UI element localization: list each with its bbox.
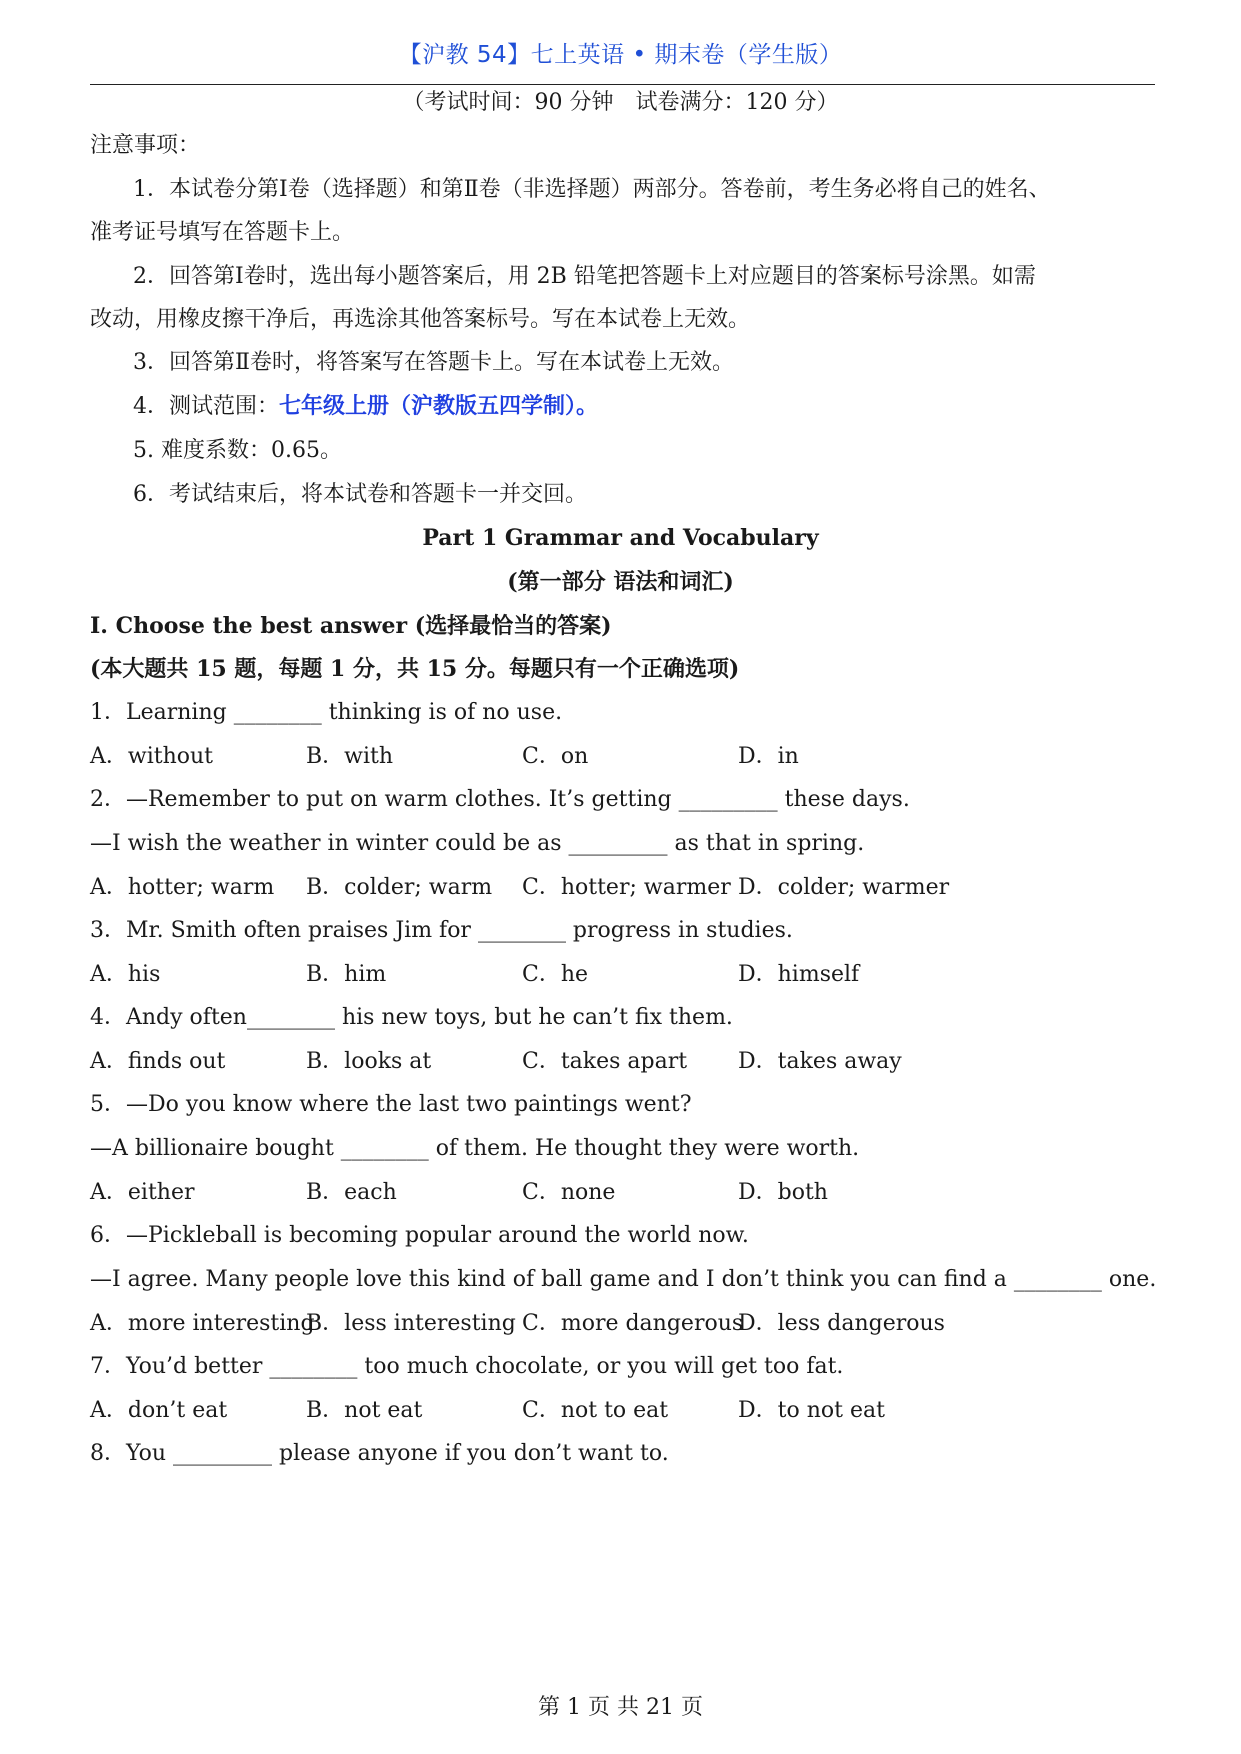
option-b: B．less interesting bbox=[306, 1311, 516, 1336]
option-a: A．hotter; warm bbox=[90, 875, 275, 900]
option-d: D．to not eat bbox=[738, 1398, 885, 1423]
option-a: A．don’t eat bbox=[90, 1398, 228, 1423]
option-a: A．his bbox=[90, 962, 161, 987]
option-b: B．colder; warm bbox=[306, 875, 493, 900]
note-4 bbox=[133, 392, 598, 422]
part-title: Part 1 Grammar and Vocabulary bbox=[422, 525, 819, 551]
option-c: C．on bbox=[522, 744, 589, 769]
option-b: B．with bbox=[306, 744, 394, 769]
header-divider bbox=[90, 84, 1155, 85]
note-1-line-1: 1．本试卷分第Ⅰ卷（选择题）和第Ⅱ卷（非选择题）两部分。答卷前，考生务必将自己的姓名、 bbox=[133, 177, 1051, 202]
option-a: A．either bbox=[90, 1180, 195, 1205]
document-header-title: 【沪教 54】七上英语 • 期末卷（学生版） bbox=[398, 42, 843, 68]
notes-heading: 注意事项： bbox=[90, 133, 201, 158]
option-d: D．less dangerous bbox=[738, 1311, 945, 1336]
question-2-stem: 2．—Remember to put on warm clothes. It’s getting _________ these days. bbox=[90, 787, 910, 812]
option-a: A．finds out bbox=[90, 1049, 226, 1074]
question-2-stem-line-2: —I wish the weather in winter could be as _________ as that in spring. bbox=[90, 831, 865, 856]
note-4-prefix: 4．测试范围： bbox=[133, 394, 279, 419]
option-d: D．takes away bbox=[738, 1049, 902, 1074]
option-c: C．more dangerous bbox=[522, 1311, 744, 1336]
question-7-stem: 7．You’d better ________ too much chocolate, or you will get too fat. bbox=[90, 1354, 844, 1379]
option-c: C．hotter; warmer bbox=[522, 875, 731, 900]
option-c: C．he bbox=[522, 962, 589, 987]
option-d: D．colder; warmer bbox=[738, 875, 950, 900]
page-number-footer: 第 1 页 共 21 页 bbox=[538, 1695, 703, 1720]
question-1-stem: 1．Learning ________ thinking is of no use. bbox=[90, 700, 563, 725]
note-3: 3．回答第Ⅱ卷时，将答案写在答题卡上。写在本试卷上无效。 bbox=[133, 350, 734, 375]
question-6-stem: 6．—Pickleball is becoming popular around the world now. bbox=[90, 1223, 749, 1248]
note-5: 5. 难度系数：0.65。 bbox=[133, 438, 342, 463]
option-b: B．each bbox=[306, 1180, 397, 1205]
note-2-line-1: 2．回答第Ⅰ卷时，选出每小题答案后，用 2B 铅笔把答题卡上对应题目的答案标号涂黑。如需 bbox=[133, 264, 1036, 289]
note-2-line-2: 改动，用橡皮擦干净后，再选涂其他答案标号。写在本试卷上无效。 bbox=[90, 307, 751, 332]
option-d: D．himself bbox=[738, 962, 860, 987]
test-scope-highlight: 七年级上册（沪教版五四学制）。 bbox=[279, 394, 599, 419]
option-b: B．not eat bbox=[306, 1398, 423, 1423]
option-c: C．none bbox=[522, 1180, 616, 1205]
option-c: C．takes apart bbox=[522, 1049, 688, 1074]
part-subtitle: (第一部分 语法和词汇) bbox=[507, 569, 734, 595]
question-3-stem: 3．Mr. Smith often praises Jim for ________ progress in studies. bbox=[90, 918, 793, 943]
note-6: 6．考试结束后，将本试卷和答题卡一并交回。 bbox=[133, 482, 587, 507]
option-a: A．more interesting bbox=[90, 1311, 315, 1336]
option-a: A．without bbox=[90, 744, 214, 769]
question-5-stem: 5．—Do you know where the last two paintings went? bbox=[90, 1092, 692, 1117]
option-b: B．looks at bbox=[306, 1049, 432, 1074]
option-b: B．him bbox=[306, 962, 387, 987]
question-6-stem-line-2: —I agree. Many people love this kind of ball game and I don’t think you can find a ________ one. bbox=[90, 1267, 1157, 1292]
option-c: C．not to eat bbox=[522, 1398, 669, 1423]
section-instructions: (本大题共 15 题，每题 1 分，共 15 分。每题只有一个正确选项) bbox=[90, 656, 740, 682]
option-d: D．in bbox=[738, 744, 799, 769]
note-1-line-2: 准考证号填写在答题卡上。 bbox=[90, 220, 355, 245]
section-title: I. Choose the best answer (选择最恰当的答案) bbox=[90, 613, 612, 639]
exam-info: （考试时间：90 分钟 试卷满分：120 分） bbox=[402, 90, 839, 115]
question-8-stem: 8．You _________ please anyone if you don’t want to. bbox=[90, 1441, 669, 1466]
option-d: D．both bbox=[738, 1180, 828, 1205]
question-4-stem: 4．Andy often________ his new toys, but he can’t fix them. bbox=[90, 1005, 733, 1030]
question-5-stem-line-2: —A billionaire bought ________ of them. He thought they were worth. bbox=[90, 1136, 860, 1161]
